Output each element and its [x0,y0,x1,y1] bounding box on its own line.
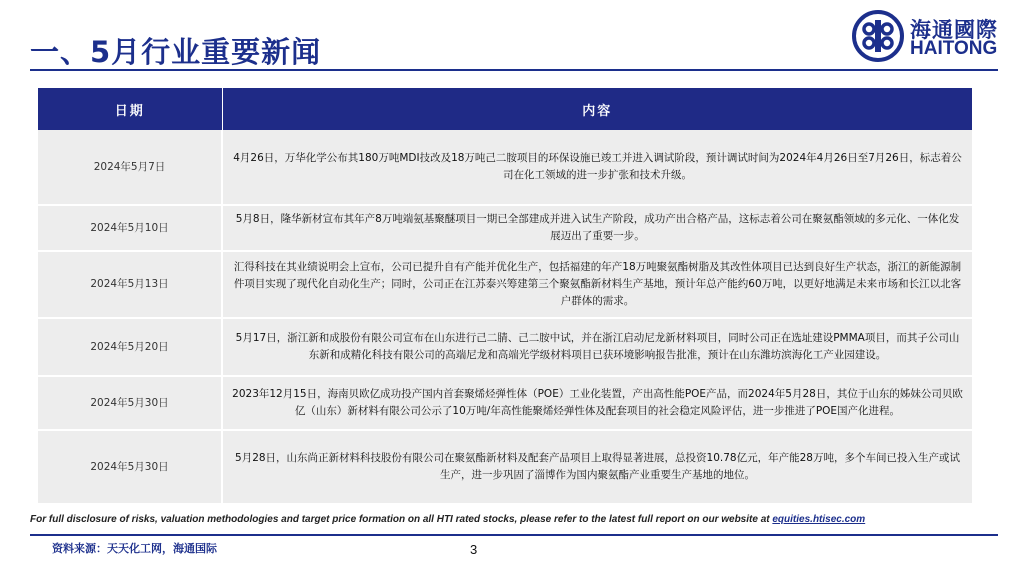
row-content: 5月28日，山东尚正新材料科技股份有限公司在聚氨酯新材料及配套产品项目上取得显著进展，总投资10.78亿元，年产能28万吨，多个车间已投入生产或试生产，进一步巩固了淄博作为国内聚氨酯产业重要生产基地的地位。 [222,430,972,504]
footer-divider [30,534,998,536]
table-row [38,251,972,318]
table-header-row [38,88,972,130]
header-divider [30,69,998,71]
row-date: 2024年5月30日 [38,430,222,504]
table-row [38,205,972,251]
column-header-date: 日期 [38,88,222,130]
source-note: 资料来源：天天化工网，海通国际 [52,542,217,555]
table-row [38,130,972,205]
table-row [38,376,972,430]
logo-chinese-text: 海通國際 [910,18,998,42]
row-content: 5月8日，隆华新材宣布其年产8万吨端氨基聚醚项目一期已全部建成并进入试生产阶段，成功产出合格产品，这标志着公司在聚氨酯领域的多元化、一体化发展迈出了重要一步。 [222,205,972,251]
row-content: 5月17日，浙江新和成股份有限公司宣布在山东进行己二腈、己二胺中试，并在浙江启动尼龙新材料项目，同时公司正在选址建设PMMA项目，而其子公司山东新和成精化科技有限公司的高端尼龙和高端光学级材料项目已获环境影响报告批准，预计在山东潍坊滨海化工产业园建设。 [222,318,972,376]
disclaimer-text: For full disclosure of risks, valuation methodologies and target price formation on all HTI rated stocks, please refer to the latest full report on our website at [30,514,773,525]
row-content: 2023年12月15日，海南贝欧亿成功投产国内首套聚烯烃弹性体（POE）工业化装置，产出高性能POE产品，而2024年5月28日，其位于山东的姊妹公司贝欧亿（山东）新材料有限公司公示了10万吨/年高性能聚烯烃弹性体及配套项目的社会稳定风险评估，进一步推进了POE国产化进程。 [222,376,972,430]
haitong-logo-icon [852,10,904,62]
row-date: 2024年5月20日 [38,318,222,376]
column-header-content: 内容 [222,88,972,130]
logo-english-text: HAITONG [910,38,998,59]
row-date: 2024年5月13日 [38,251,222,318]
row-content: 4月26日，万华化学公布其180万吨MDI技改及18万吨己二胺项目的环保设施已竣工并进入调试阶段，预计调试时间为2024年4月26日至7月26日，标志着公司在化工领域的进一步扩张和技术升级。 [222,130,972,205]
page-number: 3 [470,542,478,557]
table-row [38,318,972,376]
row-date: 2024年5月10日 [38,205,222,251]
table-row [38,430,972,504]
news-table [38,88,972,505]
page-title: 一、5月行业重要新闻 [30,35,322,69]
website-link[interactable]: equities.htisec.com [772,514,866,525]
row-content: 汇得科技在其业绩说明会上宣布，公司已提升自有产能并优化生产，包括福建的年产18万吨聚氨酯树脂及其改性体项目已达到良好生产状态，浙江的新能源制件项目实现了现代化自动化生产；同时，公司正在江苏泰兴筹建第三个聚氨酯新材料生产基地，预计年总产能约60万吨，以更好地满足未来市场和长江以北客户群体的需求。 [222,251,972,318]
row-date: 2024年5月30日 [38,376,222,430]
disclaimer [30,514,865,525]
row-date: 2024年5月7日 [38,130,222,205]
company-logo [852,8,1012,64]
